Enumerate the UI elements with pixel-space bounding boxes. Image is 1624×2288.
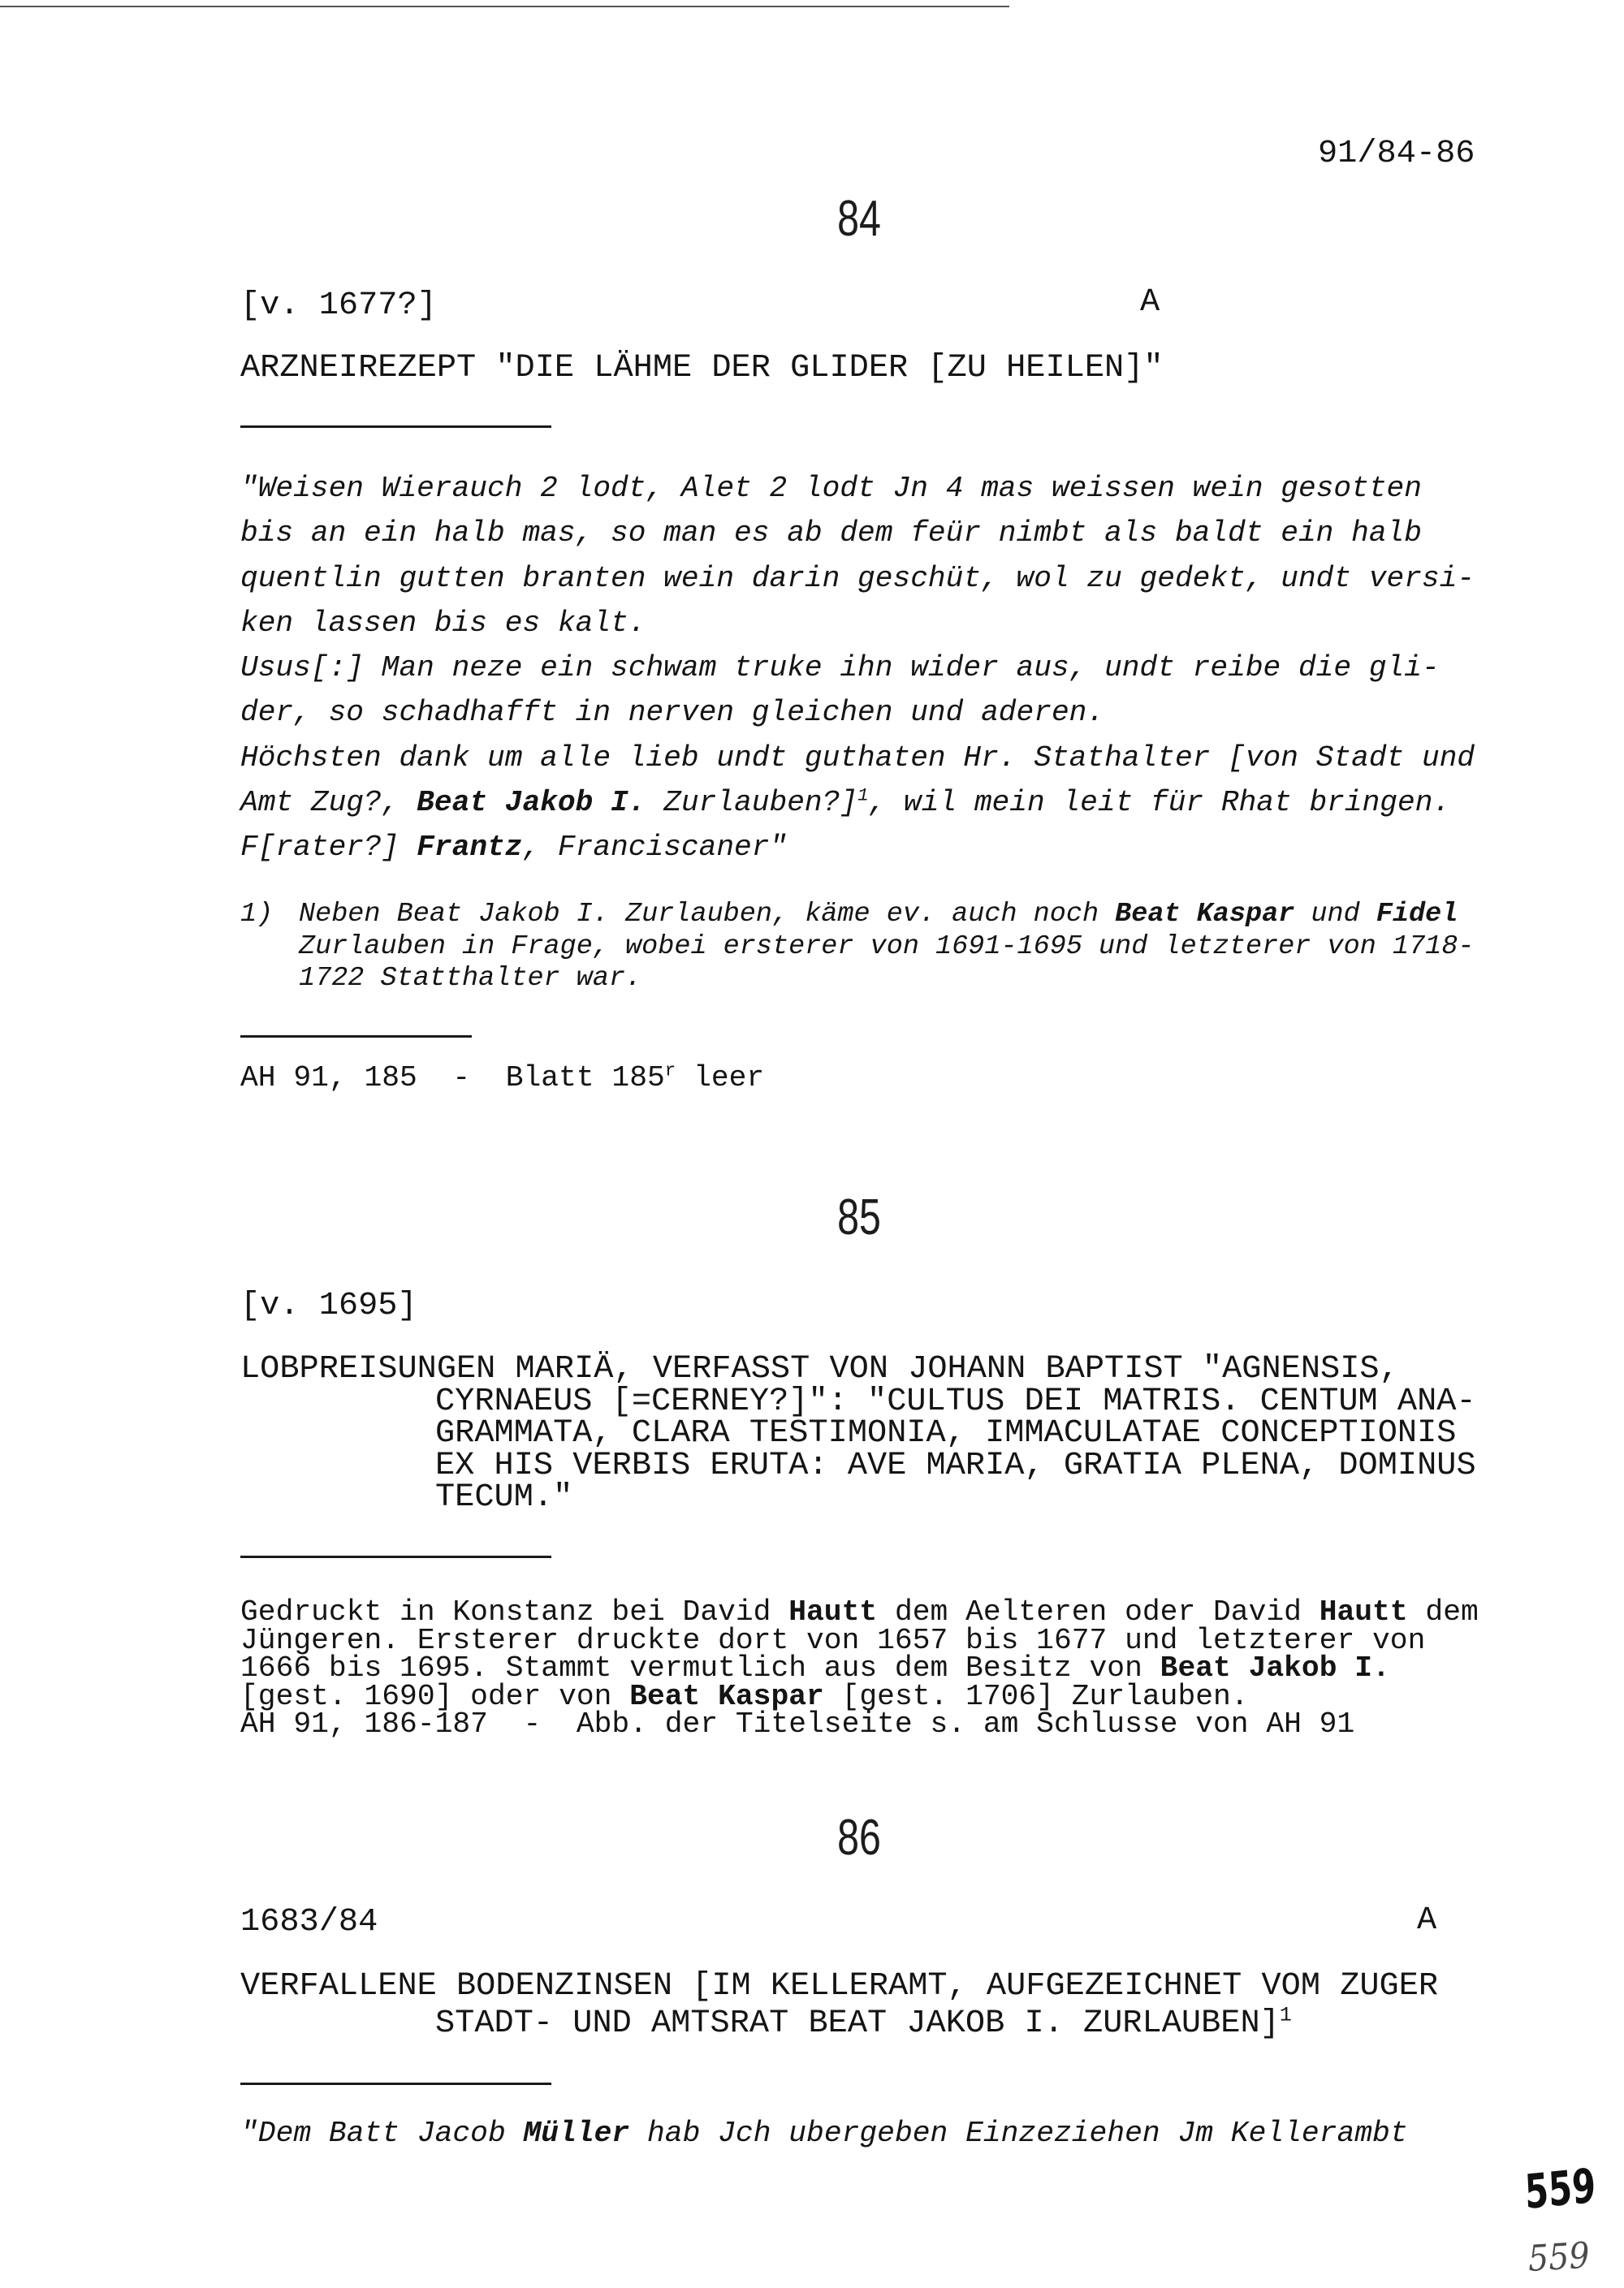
text-segment: STADT- UND AMTSRAT BEAT JAKOB I. ZURLAUBEN] [435, 2005, 1280, 2042]
footnote-line: Zurlauben in Frage, wobei ersterer von 1691-1695 und letzterer von 1718- [299, 930, 1475, 962]
entry-title [240, 348, 1164, 387]
title-line: ARZNEIREZEPT "DIE LÄHME DER GLIDER [ZU HEILEN]" [240, 349, 1164, 386]
text-segment: Zurlauben?] [646, 786, 858, 820]
entry-date: [v. 1695] [240, 1287, 417, 1324]
text-segment: Neben Beat Jakob I. Zurlauben, käme ev. auch noch [299, 899, 1116, 930]
text-segment: dem Aelteren oder David [877, 1595, 1320, 1629]
entry-text [240, 466, 1475, 870]
separator-rule [240, 2083, 551, 2085]
bold-name: Hautt [788, 1595, 878, 1629]
bold-name: Beat Jakob I. [1160, 1651, 1390, 1685]
entry-title [240, 1967, 1438, 2042]
handwritten-folio-number: 559 [1523, 2157, 1597, 2220]
title-line: GRAMMATA, CLARA TESTIMONIA, IMMACULATAE CONCEPTIONIS [435, 1414, 1457, 1452]
scan-edge-line [0, 6, 1009, 7]
entry-number: 84 [837, 191, 881, 247]
note-line [240, 1651, 1479, 1685]
bold-name: Müller [523, 2117, 630, 2150]
entry-date: 1683/84 [240, 1903, 378, 1940]
text-line [240, 780, 1475, 825]
separator-rule [240, 425, 551, 428]
archive-reference [240, 1059, 764, 1098]
footnote [240, 899, 1474, 995]
bold-name: Hautt [1319, 1595, 1408, 1629]
text-segment: Gedruckt in Konstanz bei David [240, 1595, 789, 1629]
footnote-marker: 1) [240, 899, 274, 930]
text-line: ken lassen bis es kalt. [240, 606, 646, 640]
handwritten-folio-number: 559 [1527, 2234, 1591, 2280]
bold-name: Frantz [417, 831, 523, 865]
text-line: "Weisen Wierauch 2 lodt, Alet 2 lodt Jn 4 mas weissen wein gesotten [240, 472, 1422, 505]
text-line: Höchsten dank um alle lieb undt guthaten Hr. Stathalter [von Stadt und [240, 740, 1475, 775]
title-line: LOBPREISUNGEN MARIÄ, VERFASST VON JOHANN BAPTIST "AGNENSIS, [240, 1350, 1399, 1388]
footnote-line [299, 899, 1474, 931]
note-line: Jüngeren. Ersterer druckte dort von 1657 bis 1677 und letzterer von [240, 1623, 1426, 1657]
bold-name: Fidel [1376, 899, 1458, 930]
reference-superscript: r [664, 1060, 676, 1081]
entry-number: 85 [837, 1189, 881, 1245]
text-line: Usus[:] Man neze ein schwam truke ihn wider aus, undt reibe die gli- [240, 651, 1440, 685]
bold-name: Beat Kaspar [1115, 899, 1295, 930]
footnote-ref-superscript: 1 [1279, 2003, 1292, 2027]
text-segment: [gest. 1690] oder von [240, 1679, 630, 1713]
title-line: VERFALLENE BODENZINSEN [IM KELLERAMT, AUFGEZEICHNET VOM ZUGER [240, 1967, 1439, 2005]
text-segment: Amt Zug?, [240, 786, 417, 820]
title-line: EX HIS VERBIS ERUTA: AVE MARIA, GRATIA PLENA, DOMINUS [435, 1446, 1476, 1484]
title-line: TECUM." [435, 1479, 573, 1516]
publication-note [240, 1595, 1479, 1741]
note-line [240, 1595, 1479, 1629]
text-segment: , wil mein leit für Rhat bringen. [868, 786, 1451, 820]
text-line: der, so schadhafft in nerven gleichen und aderen. [240, 696, 1105, 730]
text-line: quentlin gutten branten wein darin geschüt, wol zu gedekt, undt versi- [240, 561, 1475, 595]
text-segment: und [1294, 899, 1376, 930]
text-segment: 1666 bis 1695. Stammt vermutlich aus dem Besitz von [240, 1651, 1160, 1685]
title-line [240, 2005, 1438, 2042]
text-segment: hab Jch ubergeben Einzeziehen Jm Kellerambt [629, 2117, 1408, 2150]
entry-grade: A [1417, 1902, 1437, 1939]
entry-date: [v. 1677?] [240, 287, 437, 324]
text-segment: [gest. 1706] Zurlauben. [823, 1679, 1249, 1713]
text-segment: "Dem Batt Jacob [240, 2117, 524, 2150]
text-line: bis an ein halb mas, so man es ab dem feür nimbt als baldt ein halb [240, 516, 1422, 550]
separator-rule [240, 1556, 551, 1558]
footnote-line: 1722 Statthalter war. [299, 963, 642, 994]
entry-title [240, 1350, 1476, 1516]
title-line: CYRNAEUS [=CERNEY?]": "CULTUS DEI MATRIS. CENTUM ANA- [435, 1382, 1476, 1420]
footnote-ref-superscript: 1 [857, 784, 869, 806]
entry-grade: A [1140, 283, 1160, 321]
text-segment: dem [1407, 1595, 1479, 1629]
entry-text [240, 2111, 1408, 2156]
separator-rule [240, 1035, 472, 1038]
note-line: AH 91, 186-187 - Abb. der Titelseite s. am Schlusse von AH 91 [240, 1707, 1355, 1741]
page-reference: 91/84-86 [1318, 135, 1475, 172]
text-segment: leer [676, 1061, 765, 1094]
note-line [240, 1679, 1479, 1713]
entry-number: 86 [837, 1810, 881, 1866]
text-segment: AH 91, 185 - Blatt 185 [240, 1061, 665, 1094]
text-line [240, 2111, 1408, 2156]
text-segment: , Franciscaner" [522, 831, 788, 865]
text-segment: F[rater?] [240, 831, 417, 865]
bold-name: Beat Jakob I. [417, 786, 646, 820]
bold-name: Beat Kaspar [629, 1679, 824, 1713]
text-line [240, 825, 1475, 870]
